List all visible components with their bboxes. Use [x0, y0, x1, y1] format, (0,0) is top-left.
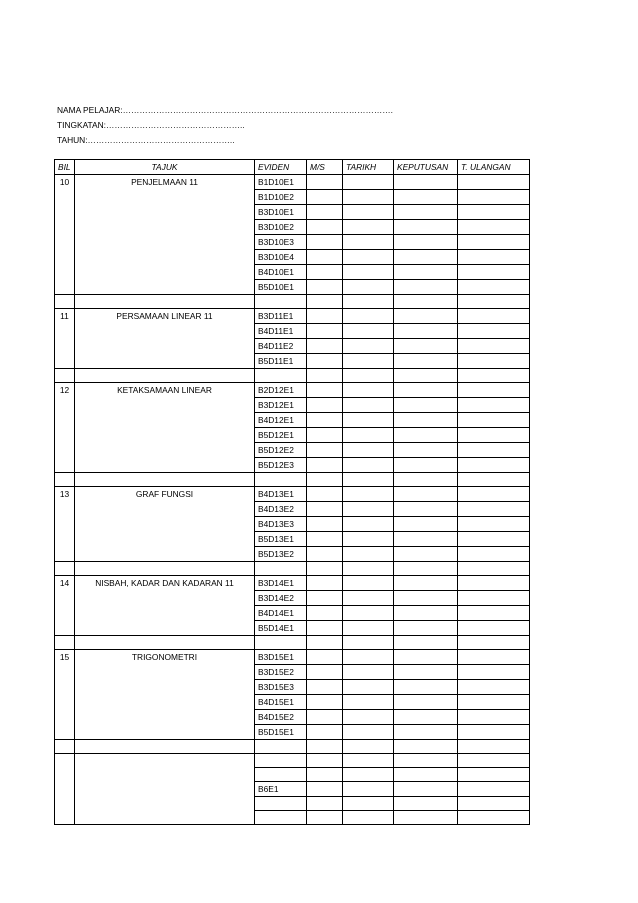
tajuk-cell: PERSAMAAN LINEAR 11 [75, 309, 255, 369]
ms-cell [307, 768, 343, 782]
keputusan-cell [394, 725, 458, 740]
tarikh-cell [343, 324, 394, 339]
t-ulangan-cell [458, 754, 530, 768]
tarikh-cell [343, 768, 394, 782]
ms-cell [307, 591, 343, 606]
keputusan-cell [394, 665, 458, 680]
eviden-cell: B1D10E2 [255, 190, 307, 205]
ms-cell [307, 665, 343, 680]
tajuk-cell [75, 369, 255, 383]
eviden-cell: B4D13E2 [255, 502, 307, 517]
ms-cell [307, 710, 343, 725]
spacer-row [55, 295, 530, 309]
ms-cell [307, 576, 343, 591]
keputusan-cell [394, 473, 458, 487]
t-ulangan-cell [458, 354, 530, 369]
tarikh-cell [343, 636, 394, 650]
keputusan-cell [394, 324, 458, 339]
eviden-cell: B5D11E1 [255, 354, 307, 369]
bil-cell: 13 [55, 487, 75, 562]
tarikh-cell [343, 190, 394, 205]
tarikh-cell [343, 383, 394, 398]
eviden-cell: B4D15E1 [255, 695, 307, 710]
tajuk-cell [75, 754, 255, 825]
ms-cell [307, 532, 343, 547]
ms-cell [307, 413, 343, 428]
tarikh-cell [343, 797, 394, 811]
tarikh-cell [343, 369, 394, 383]
eviden-cell: B4D12E1 [255, 413, 307, 428]
eviden-cell: B4D13E1 [255, 487, 307, 502]
tarikh-cell [343, 235, 394, 250]
t-ulangan-cell [458, 695, 530, 710]
ms-cell [307, 175, 343, 190]
spacer-row [55, 369, 530, 383]
eviden-cell: B2D12E1 [255, 383, 307, 398]
keputusan-cell [394, 740, 458, 754]
eviden-cell: B3D15E1 [255, 650, 307, 665]
col-header-ms: M/S [307, 160, 343, 175]
tarikh-cell [343, 710, 394, 725]
keputusan-cell [394, 220, 458, 235]
eviden-cell [255, 754, 307, 768]
eviden-cell [255, 797, 307, 811]
bil-cell [55, 636, 75, 650]
t-ulangan-cell [458, 811, 530, 825]
keputusan-cell [394, 369, 458, 383]
tarikh-cell [343, 398, 394, 413]
ms-cell [307, 680, 343, 695]
eviden-cell: B4D15E2 [255, 710, 307, 725]
ms-cell [307, 235, 343, 250]
eviden-cell: B5D13E1 [255, 532, 307, 547]
eviden-cell: B5D14E1 [255, 621, 307, 636]
tarikh-cell [343, 532, 394, 547]
ms-cell [307, 487, 343, 502]
ms-cell [307, 754, 343, 768]
tarikh-cell [343, 562, 394, 576]
keputusan-cell [394, 280, 458, 295]
tarikh-cell [343, 517, 394, 532]
keputusan-cell [394, 190, 458, 205]
tajuk-cell: PENJELMAAN 11 [75, 175, 255, 295]
keputusan-cell [394, 562, 458, 576]
tajuk-cell [75, 295, 255, 309]
keputusan-cell [394, 250, 458, 265]
t-ulangan-cell [458, 621, 530, 636]
bil-cell: 10 [55, 175, 75, 295]
ms-cell [307, 369, 343, 383]
keputusan-cell [394, 695, 458, 710]
tarikh-cell [343, 295, 394, 309]
t-ulangan-cell [458, 443, 530, 458]
tarikh-cell [343, 665, 394, 680]
t-ulangan-cell [458, 782, 530, 797]
tarikh-cell [343, 502, 394, 517]
col-header-bil: BIL [55, 160, 75, 175]
t-ulangan-cell [458, 665, 530, 680]
eviden-cell: B3D14E1 [255, 576, 307, 591]
keputusan-cell [394, 487, 458, 502]
ms-cell [307, 636, 343, 650]
t-ulangan-cell [458, 383, 530, 398]
tarikh-cell [343, 754, 394, 768]
keputusan-cell [394, 754, 458, 768]
ms-cell [307, 797, 343, 811]
table-row [55, 754, 530, 768]
t-ulangan-cell [458, 576, 530, 591]
col-header-tajuk: TAJUK [75, 160, 255, 175]
col-header-keputusan: KEPUTUSAN [394, 160, 458, 175]
tarikh-cell [343, 428, 394, 443]
keputusan-cell [394, 797, 458, 811]
ms-cell [307, 650, 343, 665]
ms-cell [307, 428, 343, 443]
tarikh-cell [343, 487, 394, 502]
t-ulangan-cell [458, 190, 530, 205]
keputusan-cell [394, 428, 458, 443]
t-ulangan-cell [458, 740, 530, 754]
eviden-cell [255, 740, 307, 754]
spacer-row [55, 473, 530, 487]
eviden-cell: B3D14E2 [255, 591, 307, 606]
tahun-field: TAHUN:…………………………………………….. [57, 135, 235, 145]
header-row [55, 160, 530, 175]
ms-cell [307, 547, 343, 562]
t-ulangan-cell [458, 458, 530, 473]
ms-cell [307, 562, 343, 576]
col-header-tarikh: TARIKH [343, 160, 394, 175]
keputusan-cell [394, 680, 458, 695]
eviden-cell: B3D10E2 [255, 220, 307, 235]
eviden-cell [255, 295, 307, 309]
tarikh-cell [343, 413, 394, 428]
eviden-cell: B5D10E1 [255, 280, 307, 295]
ms-cell [307, 695, 343, 710]
keputusan-cell [394, 413, 458, 428]
tarikh-cell [343, 576, 394, 591]
eviden-cell: B4D13E3 [255, 517, 307, 532]
tarikh-cell [343, 175, 394, 190]
t-ulangan-cell [458, 309, 530, 324]
ms-cell [307, 354, 343, 369]
nama-pelajar-field: NAMA PELAJAR:……………………………………………………………………………………. [57, 105, 393, 115]
table-row [55, 175, 530, 190]
t-ulangan-cell [458, 324, 530, 339]
t-ulangan-cell [458, 428, 530, 443]
tajuk-cell [75, 740, 255, 754]
bil-cell [55, 295, 75, 309]
tarikh-cell [343, 339, 394, 354]
t-ulangan-cell [458, 413, 530, 428]
t-ulangan-cell [458, 636, 530, 650]
table-row [55, 650, 530, 665]
t-ulangan-cell [458, 725, 530, 740]
ms-cell [307, 606, 343, 621]
t-ulangan-cell [458, 547, 530, 562]
tarikh-cell [343, 265, 394, 280]
eviden-cell: B5D13E2 [255, 547, 307, 562]
ms-cell [307, 324, 343, 339]
tarikh-cell [343, 695, 394, 710]
ms-cell [307, 205, 343, 220]
tarikh-cell [343, 782, 394, 797]
record-table [54, 159, 530, 825]
tarikh-cell [343, 354, 394, 369]
tarikh-cell [343, 205, 394, 220]
eviden-cell: B3D15E2 [255, 665, 307, 680]
tajuk-cell [75, 473, 255, 487]
t-ulangan-cell [458, 680, 530, 695]
ms-cell [307, 458, 343, 473]
eviden-cell: B3D15E3 [255, 680, 307, 695]
t-ulangan-cell [458, 532, 530, 547]
t-ulangan-cell [458, 797, 530, 811]
tajuk-cell: KETAKSAMAAN LINEAR [75, 383, 255, 473]
tajuk-cell [75, 562, 255, 576]
ms-cell [307, 725, 343, 740]
t-ulangan-cell [458, 502, 530, 517]
ms-cell [307, 190, 343, 205]
table-row [55, 576, 530, 591]
t-ulangan-cell [458, 339, 530, 354]
table-row [55, 383, 530, 398]
keputusan-cell [394, 710, 458, 725]
keputusan-cell [394, 576, 458, 591]
eviden-cell: B3D10E1 [255, 205, 307, 220]
eviden-cell: B5D15E1 [255, 725, 307, 740]
eviden-cell: B5D12E2 [255, 443, 307, 458]
tarikh-cell [343, 250, 394, 265]
eviden-cell [255, 473, 307, 487]
ms-cell [307, 473, 343, 487]
ms-cell [307, 250, 343, 265]
tingkatan-field: TINGKATAN:………………………………………….. [57, 120, 245, 130]
keputusan-cell [394, 443, 458, 458]
spacer-row [55, 562, 530, 576]
tarikh-cell [343, 458, 394, 473]
t-ulangan-cell [458, 562, 530, 576]
keputusan-cell [394, 235, 458, 250]
keputusan-cell [394, 636, 458, 650]
keputusan-cell [394, 517, 458, 532]
ms-cell [307, 280, 343, 295]
eviden-cell: B3D10E3 [255, 235, 307, 250]
t-ulangan-cell [458, 768, 530, 782]
eviden-cell: B6E1 [255, 782, 307, 797]
keputusan-cell [394, 591, 458, 606]
t-ulangan-cell [458, 369, 530, 383]
eviden-cell: B4D10E1 [255, 265, 307, 280]
t-ulangan-cell [458, 265, 530, 280]
ms-cell [307, 383, 343, 398]
keputusan-cell [394, 458, 458, 473]
eviden-cell: B4D14E1 [255, 606, 307, 621]
t-ulangan-cell [458, 591, 530, 606]
t-ulangan-cell [458, 295, 530, 309]
tarikh-cell [343, 473, 394, 487]
tarikh-cell [343, 280, 394, 295]
t-ulangan-cell [458, 205, 530, 220]
t-ulangan-cell [458, 710, 530, 725]
tarikh-cell [343, 309, 394, 324]
ms-cell [307, 621, 343, 636]
bil-cell [55, 754, 75, 825]
keputusan-cell [394, 768, 458, 782]
t-ulangan-cell [458, 487, 530, 502]
ms-cell [307, 517, 343, 532]
keputusan-cell [394, 309, 458, 324]
tajuk-cell: TRIGONOMETRI [75, 650, 255, 740]
table-row [55, 487, 530, 502]
eviden-cell: B4D11E2 [255, 339, 307, 354]
t-ulangan-cell [458, 280, 530, 295]
ms-cell [307, 398, 343, 413]
table-row [55, 309, 530, 324]
keputusan-cell [394, 354, 458, 369]
keputusan-cell [394, 175, 458, 190]
bil-cell [55, 562, 75, 576]
tarikh-cell [343, 606, 394, 621]
eviden-cell: B5D12E3 [255, 458, 307, 473]
tarikh-cell [343, 621, 394, 636]
ms-cell [307, 220, 343, 235]
bil-cell: 14 [55, 576, 75, 636]
spacer-row [55, 636, 530, 650]
eviden-cell: B3D11E1 [255, 309, 307, 324]
tarikh-cell [343, 680, 394, 695]
bil-cell: 15 [55, 650, 75, 740]
t-ulangan-cell [458, 235, 530, 250]
ms-cell [307, 309, 343, 324]
ms-cell [307, 782, 343, 797]
t-ulangan-cell [458, 398, 530, 413]
tajuk-cell [75, 636, 255, 650]
keputusan-cell [394, 650, 458, 665]
ms-cell [307, 811, 343, 825]
t-ulangan-cell [458, 606, 530, 621]
eviden-cell [255, 811, 307, 825]
t-ulangan-cell [458, 175, 530, 190]
tajuk-cell: NISBAH, KADAR DAN KADARAN 11 [75, 576, 255, 636]
keputusan-cell [394, 782, 458, 797]
eviden-cell: B4D11E1 [255, 324, 307, 339]
tarikh-cell [343, 220, 394, 235]
ms-cell [307, 265, 343, 280]
eviden-cell [255, 636, 307, 650]
tarikh-cell [343, 591, 394, 606]
keputusan-cell [394, 265, 458, 280]
tarikh-cell [343, 725, 394, 740]
tajuk-cell: GRAF FUNGSI [75, 487, 255, 562]
keputusan-cell [394, 547, 458, 562]
ms-cell [307, 443, 343, 458]
ms-cell [307, 740, 343, 754]
keputusan-cell [394, 398, 458, 413]
keputusan-cell [394, 383, 458, 398]
spacer-row [55, 740, 530, 754]
keputusan-cell [394, 811, 458, 825]
t-ulangan-cell [458, 517, 530, 532]
keputusan-cell [394, 532, 458, 547]
bil-cell [55, 740, 75, 754]
bil-cell: 12 [55, 383, 75, 473]
ms-cell [307, 295, 343, 309]
tarikh-cell [343, 811, 394, 825]
keputusan-cell [394, 205, 458, 220]
eviden-cell: B1D10E1 [255, 175, 307, 190]
eviden-cell: B5D12E1 [255, 428, 307, 443]
eviden-cell [255, 369, 307, 383]
keputusan-cell [394, 621, 458, 636]
t-ulangan-cell [458, 250, 530, 265]
keputusan-cell [394, 606, 458, 621]
ms-cell [307, 502, 343, 517]
bil-cell [55, 369, 75, 383]
eviden-cell: B3D12E1 [255, 398, 307, 413]
t-ulangan-cell [458, 220, 530, 235]
keputusan-cell [394, 295, 458, 309]
tarikh-cell [343, 740, 394, 754]
col-header-t-ulangan: T. ULANGAN [458, 160, 530, 175]
keputusan-cell [394, 502, 458, 517]
tarikh-cell [343, 547, 394, 562]
tarikh-cell [343, 650, 394, 665]
tarikh-cell [343, 443, 394, 458]
eviden-cell [255, 562, 307, 576]
eviden-cell: B3D10E4 [255, 250, 307, 265]
col-header-eviden: EVIDEN [255, 160, 307, 175]
eviden-cell [255, 768, 307, 782]
bil-cell [55, 473, 75, 487]
bil-cell: 11 [55, 309, 75, 369]
ms-cell [307, 339, 343, 354]
keputusan-cell [394, 339, 458, 354]
t-ulangan-cell [458, 650, 530, 665]
t-ulangan-cell [458, 473, 530, 487]
